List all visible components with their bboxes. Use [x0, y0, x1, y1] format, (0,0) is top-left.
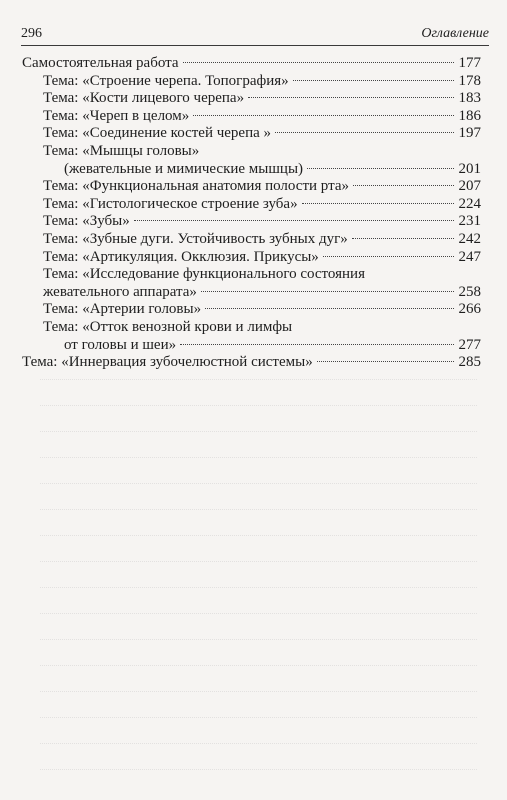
toc-entry-label: Самостоятельная работа — [22, 55, 179, 71]
page-number: 296 — [21, 26, 42, 41]
toc-entry-masticatory-study — [22, 266, 481, 284]
toc-entry-label: Тема: «Череп в целом» — [43, 107, 190, 124]
dot-leader — [201, 291, 454, 292]
toc-entry-page: 285 — [458, 354, 481, 371]
toc-entry-label: жевательного аппарата» — [43, 283, 197, 300]
toc-entry-articulation — [22, 249, 481, 267]
dot-leader — [293, 80, 454, 81]
toc-entry-dental-arches — [22, 231, 481, 249]
toc-entry-page: 177 — [458, 55, 481, 71]
toc-entry-head-arteries — [22, 301, 481, 319]
toc-entry-skull-joints — [22, 125, 481, 143]
toc-entry-head-muscles-cont — [22, 161, 481, 179]
toc-entry-label: (жевательные и мимические мышцы) — [64, 160, 304, 177]
toc-entry-oral-cavity — [22, 178, 481, 196]
toc-entry-label: Тема: «Функциональная анатомия полости рта» — [43, 178, 349, 195]
toc-entry-page: 247 — [458, 248, 481, 265]
toc-entry-page: 178 — [458, 72, 481, 89]
toc-entry-label: Тема: «Отток венозной крови и лимфы — [43, 318, 293, 335]
toc-entry-masticatory-study-cont — [22, 284, 481, 302]
toc-entry-page: 258 — [458, 283, 481, 300]
dot-leader — [134, 220, 454, 221]
toc-entry-label: Тема: «Зубные дуги. Устойчивость зубных дуг» — [43, 230, 348, 247]
toc-entry-label: Тема: «Строение черепа. Топография» — [43, 72, 289, 89]
toc-entry-page: 277 — [458, 336, 481, 353]
toc-entry-tooth-histology — [22, 196, 481, 214]
dot-leader — [353, 185, 454, 186]
toc-entry-page: 183 — [458, 90, 481, 107]
table-of-contents — [22, 55, 481, 372]
running-title: Оглавление — [421, 26, 489, 41]
dot-leader — [193, 115, 454, 116]
dot-leader — [317, 361, 454, 362]
toc-entry-label: Тема: «Кости лицевого черепа» — [43, 90, 245, 107]
dot-leader — [248, 97, 454, 98]
toc-entry-independent-work — [22, 55, 481, 73]
toc-entry-label: Тема: «Мышцы головы» — [43, 142, 200, 159]
toc-entry-label: от головы и шеи» — [64, 336, 177, 353]
toc-entry-page: 224 — [458, 195, 481, 212]
toc-entry-page: 207 — [458, 178, 481, 195]
toc-entry-venous-outflow-cont — [22, 337, 481, 355]
toc-entry-page: 231 — [458, 213, 481, 230]
toc-entry-venous-outflow — [22, 319, 481, 337]
dot-leader — [323, 256, 454, 257]
toc-entry-teeth — [22, 213, 481, 231]
toc-entry-facial-bones — [22, 90, 481, 108]
toc-entry-skull-structure — [22, 73, 481, 91]
toc-entry-label: Тема: «Иннервация зубочелюстной системы» — [22, 354, 313, 371]
bleed-through-texture — [40, 365, 477, 780]
dot-leader — [180, 344, 454, 345]
toc-entry-label: Тема: «Зубы» — [43, 213, 130, 230]
dot-leader — [183, 62, 454, 63]
toc-entry-page: 242 — [458, 230, 481, 247]
dot-leader — [302, 203, 454, 204]
page-header — [21, 25, 489, 46]
toc-entry-label: Тема: «Исследование функционального состояния — [43, 266, 365, 283]
toc-entry-page: 186 — [458, 107, 481, 124]
toc-entry-page: 266 — [458, 301, 481, 318]
toc-entry-label: Тема: «Гистологическое строение зуба» — [43, 195, 298, 212]
toc-entry-innervation — [22, 354, 481, 372]
toc-entry-label: Тема: «Соединение костей черепа » — [43, 125, 272, 142]
toc-entry-page: 197 — [458, 125, 481, 142]
toc-entry-skull-whole — [22, 108, 481, 126]
dot-leader — [275, 132, 454, 133]
dot-leader — [205, 308, 454, 309]
dot-leader — [352, 238, 454, 239]
toc-entry-label: Тема: «Артерии головы» — [43, 301, 202, 318]
toc-entry-label: Тема: «Артикуляция. Окклюзия. Прикусы» — [43, 248, 319, 265]
dot-leader — [307, 168, 454, 169]
toc-entry-page: 201 — [458, 160, 481, 177]
toc-entry-head-muscles — [22, 143, 481, 161]
